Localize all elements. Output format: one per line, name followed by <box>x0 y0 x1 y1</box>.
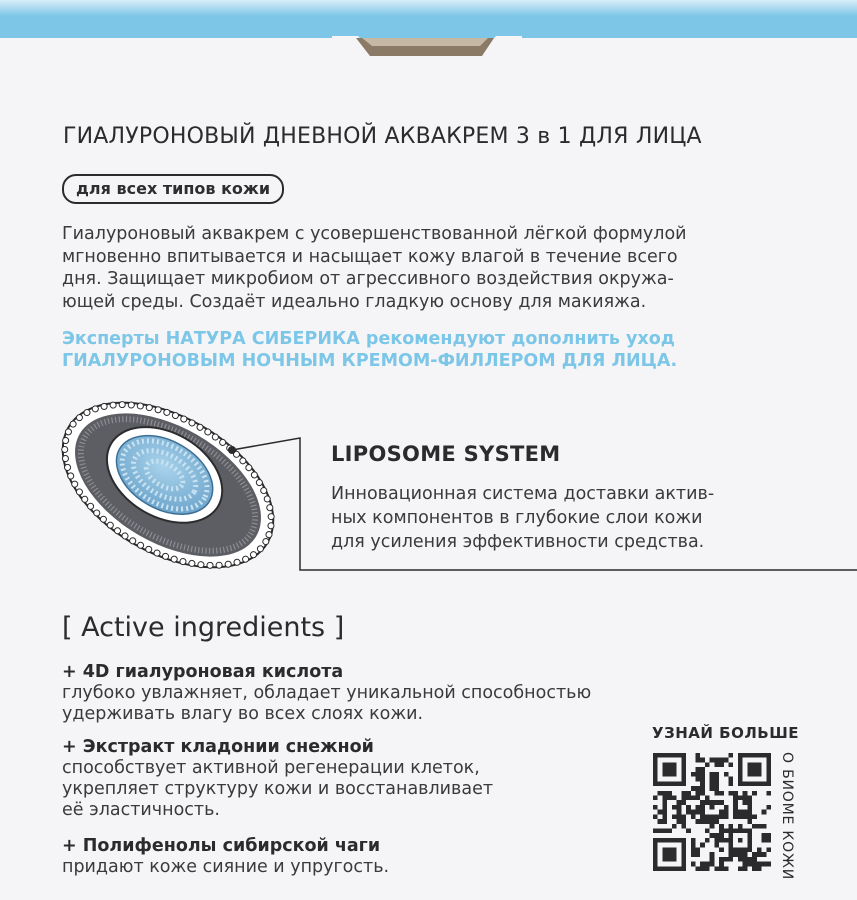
qr-code[interactable] <box>653 753 771 871</box>
description-line: Гиалуроновый аквакрем с усовершенствованной лёгкой формулой <box>62 224 687 244</box>
recommendation-line: ГИАЛУРОНОВЫМ НОЧНЫМ КРЕМОМ-ФИЛЛЕРОМ ДЛЯ ЛИЦА. <box>62 351 678 371</box>
ingredient-heading: + 4D гиалуроновая кислота <box>62 662 344 682</box>
product-title: ГИАЛУРОНОВЫЙ ДНЕВНОЙ АКВАКРЕМ 3 в 1 ДЛЯ ЛИЦА <box>63 124 702 149</box>
description-line: ющей среды. Создаёт идеально гладкую основу для макияжа. <box>62 291 647 312</box>
liposome-line: ных компонентов в глубокие слои кожи <box>331 508 703 528</box>
liposome-line: Инновационная система доставки актив- <box>331 484 715 504</box>
description-line: мгновенно впитывается и насыщает кожу влагой в течение всего <box>62 246 678 267</box>
qr-label: УЗНАЙ БОЛЬШЕ <box>652 724 800 742</box>
ingredient-text: укрепляет структуру кожи и восстанавливает <box>62 779 494 799</box>
ingredient-item <box>62 737 493 821</box>
active-ingredients-title: [ Active ingredients ] <box>62 612 345 643</box>
product-description <box>62 223 807 313</box>
qr-side-text: О БИОМЕ КОЖИ <box>779 752 795 881</box>
ingredient-item <box>62 662 591 725</box>
recommendation-line: Эксперты НАТУРА СИБЕРИКА рекомендуют дополнить уход <box>62 329 675 349</box>
box-tab-slot <box>332 30 522 80</box>
ingredient-heading: + Экстракт кладонии снежной <box>62 737 374 757</box>
expert-recommendation <box>62 328 677 372</box>
ingredient-text: её эластичность. <box>62 800 220 820</box>
ingredient-heading: + Полифенолы сибирской чаги <box>62 836 381 856</box>
skin-type-badge: для всех типов кожи <box>62 174 284 204</box>
description-line: дня. Защищает микробиом от агрессивного воздействия окружа- <box>62 269 674 289</box>
liposome-shape <box>34 380 301 580</box>
liposome-title: LIPOSOME SYSTEM <box>331 442 561 466</box>
ingredient-item <box>62 836 389 878</box>
ingredient-text: способствует активной регенерации клеток, <box>62 758 480 778</box>
ingredient-text: придают коже сияние и упругость. <box>62 857 390 877</box>
box-top-highlight <box>0 0 857 16</box>
liposome-line: для усиления эффективности средства. <box>331 532 705 552</box>
ingredient-text: глубоко увлажняет, обладает уникальной способностью <box>62 683 592 703</box>
liposome-description <box>331 482 714 554</box>
ingredient-text: удерживать влагу во всех слоях кожи. <box>62 704 424 724</box>
